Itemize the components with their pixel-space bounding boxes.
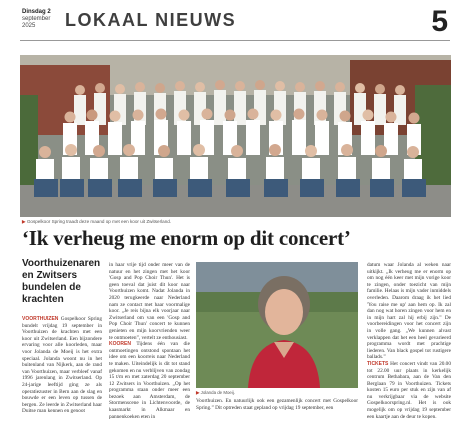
page-number: 5 bbox=[431, 5, 448, 38]
portrait-caption bbox=[196, 390, 235, 396]
choir-group-photo bbox=[20, 55, 451, 217]
portrait-caption-marker: ▶ bbox=[196, 390, 200, 395]
section-title: LOKAAL NIEUWS bbox=[65, 10, 237, 30]
article-column-3 bbox=[196, 398, 358, 411]
article-column-2 bbox=[109, 262, 190, 420]
article-headline: ‘Ik verheug me enorm op dit concert’ bbox=[22, 226, 351, 250]
header-divider bbox=[20, 40, 450, 41]
column-2-text-1: in haar vrije tijd onder meer van de natuur en het zingen met het koor 'Gosp and Pop Choir Thun'. Het is geen toeval dat juist dit koor naar Voorthuizen komt. Nadat Jolanda in 2020 terugkeerde naar Nederland nam ze contact met haar voormalige koor. „Je reis bijna elk voorjaar naar Zwitserland om van een 'Gosp and Pop Choir Thun' concert te kunnen genieten en mijn koorvrienden weer te ontmoeten”, vertelt ze enthousiast. bbox=[109, 262, 190, 341]
portrait-caption-text: Jolanda de Moeij. bbox=[200, 390, 236, 395]
photo-caption-text: Gospelkoor Spring traadt deze maand op met een koor uit Zwitserland. bbox=[26, 219, 172, 224]
column-4-text-2: Het concert vindt van 20.00 tot 22.00 uur plaats in kerkelijk centrum Bethabara, aan de Van den Berglaan 79 in Voorthuizen. Tickets kosten 15 euro per stuk en zijn van af nu verkrijgbaar via de website Gospelkoorspring.nl. Het is ook mogelijk om op vrijdag 19 september een kaartje aan de deur te kopen. bbox=[367, 360, 451, 420]
article-subheading: Voorthuizenaren en Zwitsers bundelen de krachten bbox=[22, 258, 101, 305]
portrait-photo bbox=[196, 262, 358, 388]
issue-year: 2025 bbox=[22, 23, 36, 29]
caption-marker: ▶ bbox=[22, 219, 26, 224]
issue-date bbox=[22, 9, 51, 30]
column-1-text: Gospelkoor Spring bundelt vrijdag 19 september in Voorthuizen de krachten met een koor uit Zwitserland. Een bijzondere ervaring voor alle koorleden, maar voor Jolanda de Moeij is het extra speciaal. Jolanda woont nu in het buitenland van Nijkerk, aan de rand van Voorthuizen, maar verbleef vanaf 1996 jarenlang in Zwitserland. Op 24-jarige leeftijd ging ze als operatiezuster in Bern aan de slag en bouwde er een leven op tussen de bergen. Ze leerde in Zwitserland haar Duitse man kennen en genoot bbox=[22, 316, 103, 415]
intertitle-kooren: KOOREN bbox=[109, 341, 131, 348]
column-3-text: Voorthuizen. En natuurlijk ook een gezamenlijk concert met Gospelkoor Spring.” Dit optreden staat gepland op vrijdag 19 september, een bbox=[196, 398, 358, 411]
column-2-text-2: Tijdens één van die ontmoetingen ontstond spontaan het idee om een koorreis naar Nederland te maken. Uiteindelijk is dit tot stand gekomen en nu verblijven van zondag 15 t/m en met zaterdag 20 september 12 Zwitsers in Voorthuizen. „Op het programma staan onder meer een bezoek aan Amsterdam, de Stormenscene in Lichtenvoorde, de kaasmarkt in Alkmaar en pannenkoeken eten in bbox=[109, 341, 190, 420]
article-column-4 bbox=[367, 262, 451, 420]
photo-caption bbox=[22, 219, 171, 225]
article-column-1 bbox=[22, 316, 102, 415]
issue-month: september bbox=[22, 16, 51, 22]
issue-day: Dinsdag 2 bbox=[22, 9, 51, 15]
intertitle-tickets: TICKETS bbox=[367, 360, 389, 367]
dateline: VOORTHUIZEN bbox=[22, 316, 59, 322]
column-4-text-1: datum waar Jolanda al weken naar uitkijkt. „Ik verheug me er enorm op om nog één keer met mijn vorige koor te zingen, onder toezicht van mijn familie. Helaas is mijn vader inmiddels overleden. Daarom draag ik het lied 'You raise me up' aan hem op. Ik zal dan nog wat horen zingen voor hem en in mijn hart zal hij erbij zijn.” De voorbereidingen voor het concert zijn in volle gang. „We kunnen alvast verklappen dat het een heel gevarieerd programma wordt met prachtige liederen. Van black gospel tot rustigere ballads.” bbox=[367, 262, 451, 361]
